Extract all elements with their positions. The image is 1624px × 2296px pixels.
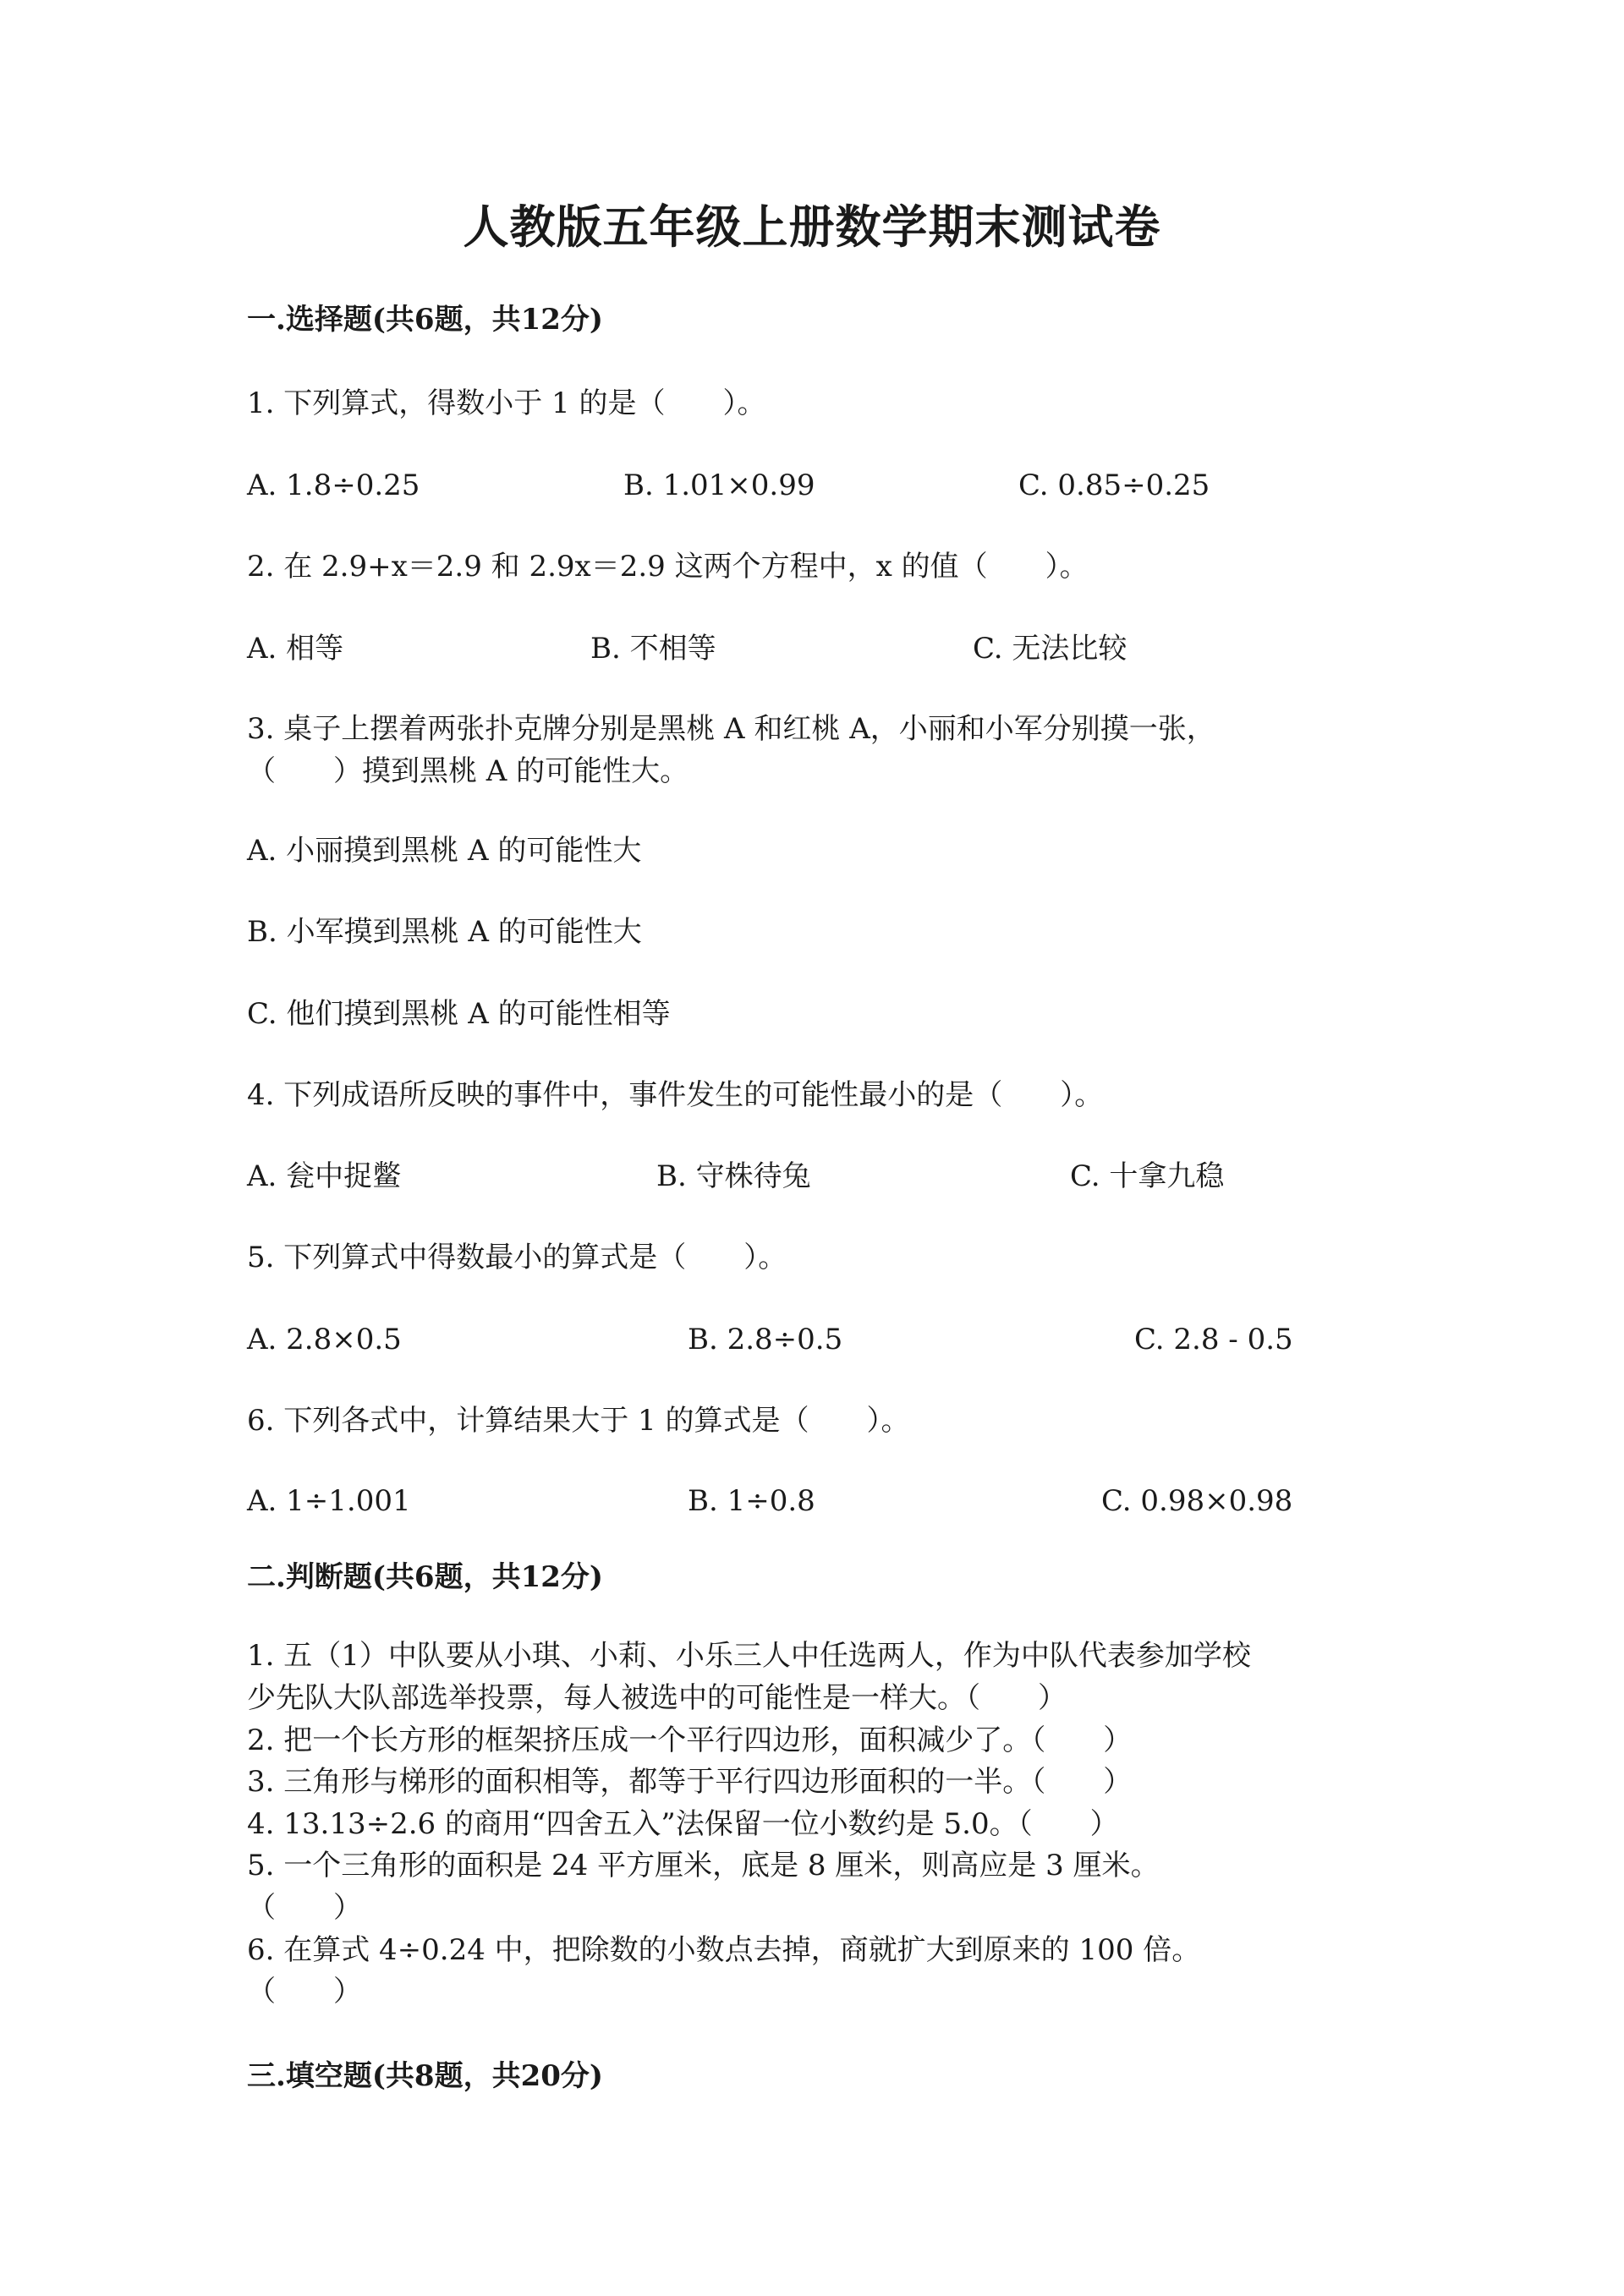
option-c: C. 十拿九稳 — [1070, 1159, 1225, 1193]
option-c: C. 0.85÷0.25 — [1018, 469, 1210, 502]
option-b: B. 小军摸到黑桃 A 的可能性大 — [247, 915, 642, 949]
judgement-line: 2. 把一个长方形的框架挤压成一个平行四边形，面积减少了。（ ） — [247, 1723, 1133, 1757]
question-stem: 3. 桌子上摆着两张扑克牌分别是黑桃 A 和红桃 A，小丽和小军分别摸一张， — [247, 712, 1215, 746]
option-a: A. 相等 — [247, 632, 344, 666]
question-stem: 2. 在 2.9+x＝2.9 和 2.9x＝2.9 这两个方程中，x 的值（ ）。 — [247, 550, 1089, 584]
question-stem: 1. 下列算式，得数小于 1 的是（ ）。 — [247, 386, 766, 420]
judgement-line: 3. 三角形与梯形的面积相等，都等于平行四边形面积的一半。（ ） — [247, 1765, 1133, 1799]
option-a: A. 1.8÷0.25 — [247, 469, 420, 502]
option-b: B. 2.8÷0.5 — [688, 1323, 843, 1356]
section-heading-fill-in: 三.填空题(共8题，共20分) — [247, 2059, 603, 2093]
option-b: B. 不相等 — [590, 632, 716, 666]
question-stem: 5. 下列算式中得数最小的算式是（ ）。 — [247, 1241, 787, 1274]
option-a: A. 2.8×0.5 — [247, 1323, 402, 1356]
judgement-line: 6. 在算式 4÷0.24 中，把除数的小数点去掉，商就扩大到原来的 100 倍。 — [247, 1933, 1201, 1967]
option-c: C. 0.98×0.98 — [1101, 1484, 1293, 1518]
option-c: C. 他们摸到黑桃 A 的可能性相等 — [247, 997, 671, 1031]
judgement-line: 5. 一个三角形的面积是 24 平方厘米，底是 8 厘米，则高应是 3 厘米。 — [247, 1849, 1160, 1882]
section-heading-judgement: 二.判断题(共6题，共12分) — [247, 1560, 603, 1594]
judgement-line: （ ） — [247, 1891, 362, 1925]
option-b: B. 1.01×0.99 — [623, 469, 815, 502]
judgement-line: 少先队大队部选举投票，每人被选中的可能性是一样大。（ ） — [247, 1681, 1067, 1715]
section-heading-choice: 一.选择题(共6题，共12分) — [247, 303, 603, 337]
question-stem: 4. 下列成语所反映的事件中，事件发生的可能性最小的是（ ）。 — [247, 1078, 1104, 1112]
option-b: B. 1÷0.8 — [688, 1484, 815, 1518]
option-c: C. 无法比较 — [973, 632, 1127, 666]
judgement-line: 1. 五（1）中队要从小琪、小莉、小乐三人中任选两人，作为中队代表参加学校 — [247, 1639, 1251, 1673]
judgement-line: （ ） — [247, 1975, 362, 2008]
option-a: A. 小丽摸到黑桃 A 的可能性大 — [247, 834, 642, 868]
option-a: A. 1÷1.001 — [247, 1484, 411, 1518]
question-stem-continued: （ ）摸到黑桃 A 的可能性大。 — [247, 754, 689, 788]
option-c: C. 2.8 - 0.5 — [1134, 1323, 1293, 1356]
option-b: B. 守株待兔 — [656, 1159, 811, 1193]
exam-title: 人教版五年级上册数学期末测试卷 — [463, 200, 1161, 254]
option-a: A. 瓮中捉鳖 — [247, 1159, 402, 1193]
question-stem: 6. 下列各式中，计算结果大于 1 的算式是（ ）。 — [247, 1404, 910, 1438]
judgement-line: 4. 13.13÷2.6 的商用“四舍五入”法保留一位小数约是 5.0。（ ） — [247, 1807, 1119, 1841]
